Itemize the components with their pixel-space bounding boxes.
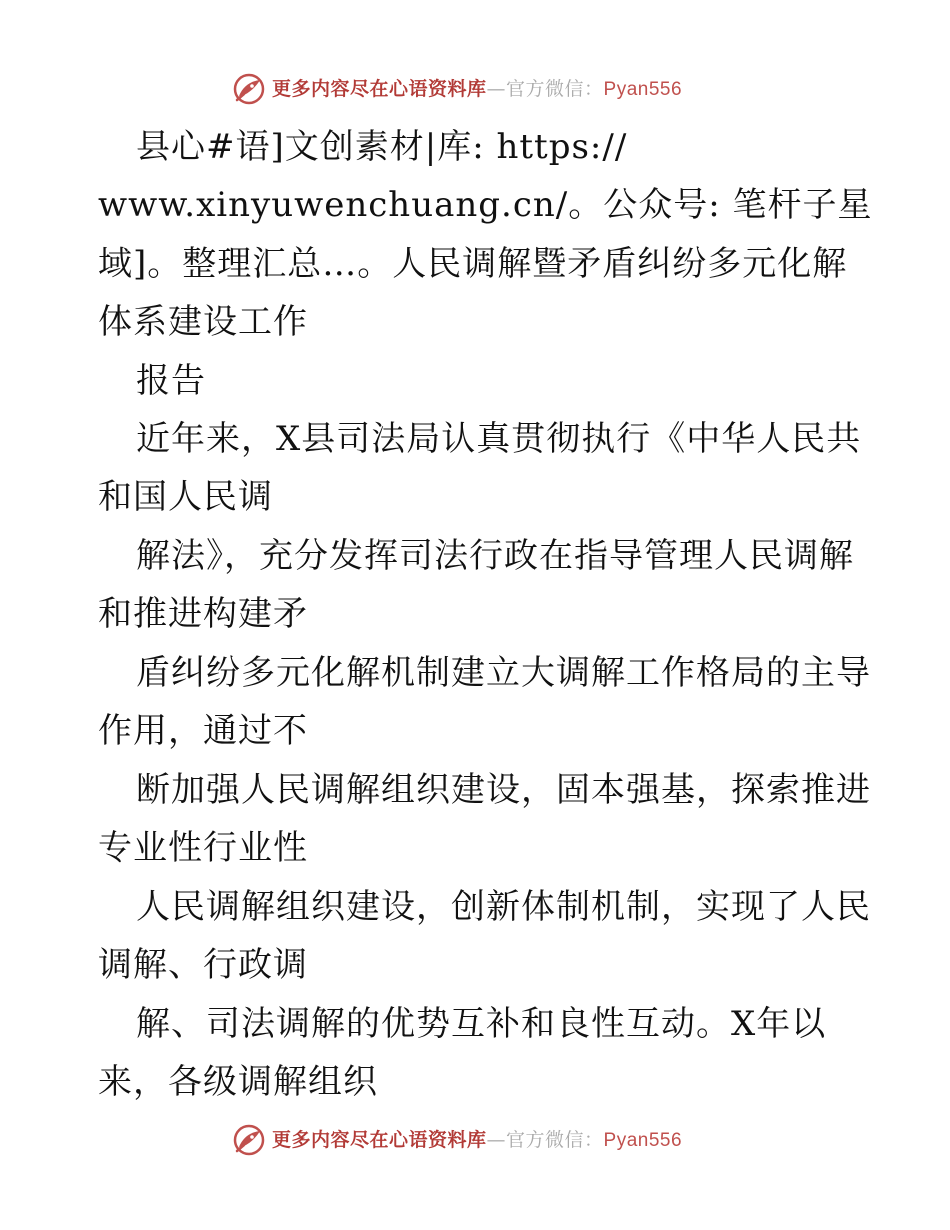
body-line: 调解、行政调 xyxy=(98,945,308,985)
pen-nib-logo-icon xyxy=(232,72,266,106)
watermark-handle: Pyan556 xyxy=(603,1130,683,1151)
watermark-text xyxy=(272,77,682,102)
watermark-brand: 更多内容尽在心语资料库 xyxy=(272,78,487,100)
body-line: 人民调解组织建设，创新体制机制，实现了人民 xyxy=(136,887,871,927)
body-line: 报告 xyxy=(136,361,206,401)
body-line: 来，各级调解组织 xyxy=(98,1062,378,1102)
footer-watermark-banner xyxy=(0,1121,950,1161)
body-line: 盾纠纷多元化解机制建立大调解工作格局的主导 xyxy=(136,653,871,693)
watermark-official-label: 官方微信： xyxy=(506,78,604,100)
watermark-separator: — xyxy=(486,78,507,100)
body-line: 和推进构建矛 xyxy=(98,594,308,634)
body-line: 近年来，X县司法局认真贯彻执行《中华人民共 xyxy=(136,419,862,459)
body-line: 体系建设工作 xyxy=(98,302,308,342)
body-line: 专业性行业性 xyxy=(98,828,308,868)
header-watermark-banner xyxy=(0,70,950,110)
body-line: www.xinyuwenchuang.cn/。公众号: 笔杆子星 xyxy=(98,185,873,225)
watermark-separator: — xyxy=(486,1129,507,1151)
body-line: 域]。整理汇总…。人民调解暨矛盾纠纷多元化解 xyxy=(98,244,848,284)
body-line: 作用，通过不 xyxy=(98,711,308,751)
body-line: 和国人民调 xyxy=(98,477,273,517)
body-line: 断加强人民调解组织建设，固本强基，探索推进 xyxy=(136,770,871,810)
body-line: 解法》，充分发挥司法行政在指导管理人民调解 xyxy=(136,536,854,576)
pen-nib-logo-icon xyxy=(232,1123,266,1157)
watermark-official-label: 官方微信： xyxy=(506,1129,604,1151)
body-line: 县心#语]文创素材|库: https:// xyxy=(136,127,628,167)
watermark-brand: 更多内容尽在心语资料库 xyxy=(272,1129,487,1151)
body-line: 解、司法调解的优势互补和良性互动。X年以 xyxy=(136,1004,827,1044)
watermark-text xyxy=(272,1128,682,1153)
watermark-handle: Pyan556 xyxy=(603,79,683,100)
